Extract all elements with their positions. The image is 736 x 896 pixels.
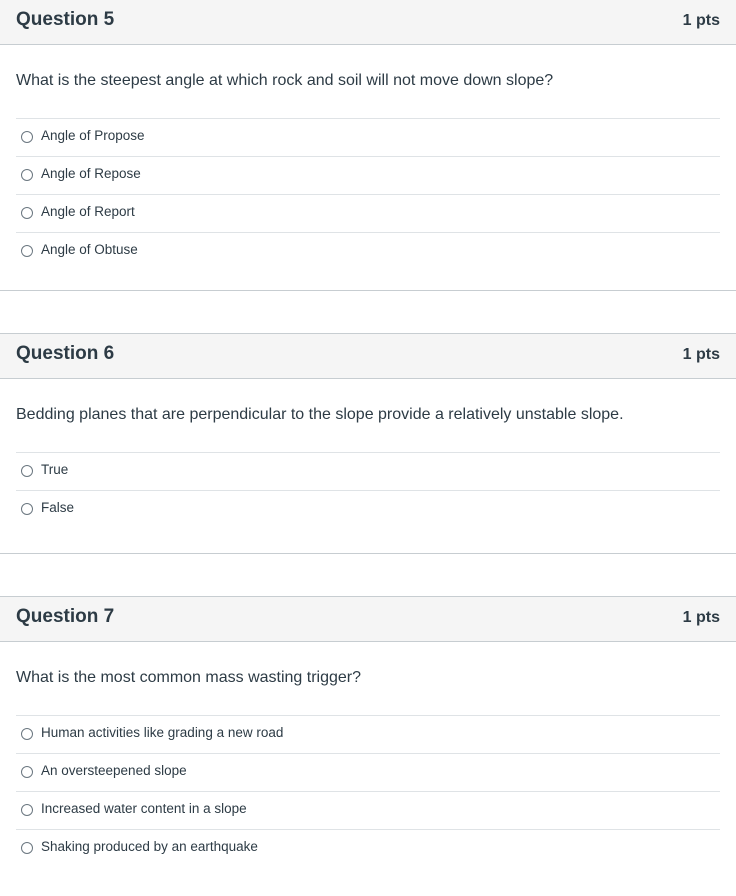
answer-label: Increased water content in a slope: [41, 801, 247, 816]
answer-label: Angle of Repose: [41, 166, 141, 181]
answer-label: Human activities like grading a new road: [41, 725, 284, 740]
question-7-card: [0, 596, 736, 896]
question-points: 1 pts: [682, 346, 720, 363]
question-title: Question 6: [16, 343, 115, 364]
answer-option[interactable]: [16, 194, 720, 232]
answer-list: [16, 715, 720, 867]
answer-label: Angle of Report: [41, 204, 135, 219]
question-text: Bedding planes that are perpendicular to the slope provide a relatively unstable slope.: [16, 406, 624, 423]
radio-button[interactable]: [21, 728, 33, 740]
question-text: What is the steepest angle at which rock and soil will not move down slope?: [16, 72, 554, 89]
answer-option[interactable]: [16, 452, 720, 490]
question-5-card: [0, 0, 736, 291]
answer-option[interactable]: [16, 791, 720, 829]
answer-label: An oversteepened slope: [41, 763, 187, 778]
question-points: 1 pts: [682, 609, 720, 626]
answer-label: False: [41, 500, 75, 515]
question-title: Question 7: [16, 606, 115, 627]
answer-label: Angle of Propose: [41, 128, 145, 143]
radio-button[interactable]: [21, 131, 33, 143]
radio-button[interactable]: [21, 207, 33, 219]
radio-button[interactable]: [21, 842, 33, 854]
radio-button[interactable]: [21, 503, 33, 515]
answer-option[interactable]: [16, 753, 720, 791]
radio-button[interactable]: [21, 465, 33, 477]
answer-option[interactable]: [16, 715, 720, 753]
answer-option[interactable]: [16, 156, 720, 194]
question-header: [0, 334, 736, 379]
question-header: [0, 0, 736, 45]
question-title: Question 5: [16, 9, 115, 30]
answer-label: True: [41, 462, 69, 477]
radio-button[interactable]: [21, 766, 33, 778]
answer-option[interactable]: [16, 232, 720, 270]
radio-button[interactable]: [21, 804, 33, 816]
answer-option[interactable]: [16, 829, 720, 867]
question-6-card: [0, 333, 736, 554]
question-header: [0, 597, 736, 642]
answer-label: Shaking produced by an earthquake: [41, 839, 258, 854]
radio-button[interactable]: [21, 169, 33, 181]
answer-option[interactable]: [16, 118, 720, 156]
answer-option[interactable]: [16, 490, 720, 528]
answer-label: Angle of Obtuse: [41, 242, 138, 257]
question-text: What is the most common mass wasting trigger?: [16, 669, 362, 686]
question-points: 1 pts: [682, 12, 720, 29]
answer-list: [16, 118, 720, 270]
radio-button[interactable]: [21, 245, 33, 257]
answer-list: [16, 452, 720, 528]
